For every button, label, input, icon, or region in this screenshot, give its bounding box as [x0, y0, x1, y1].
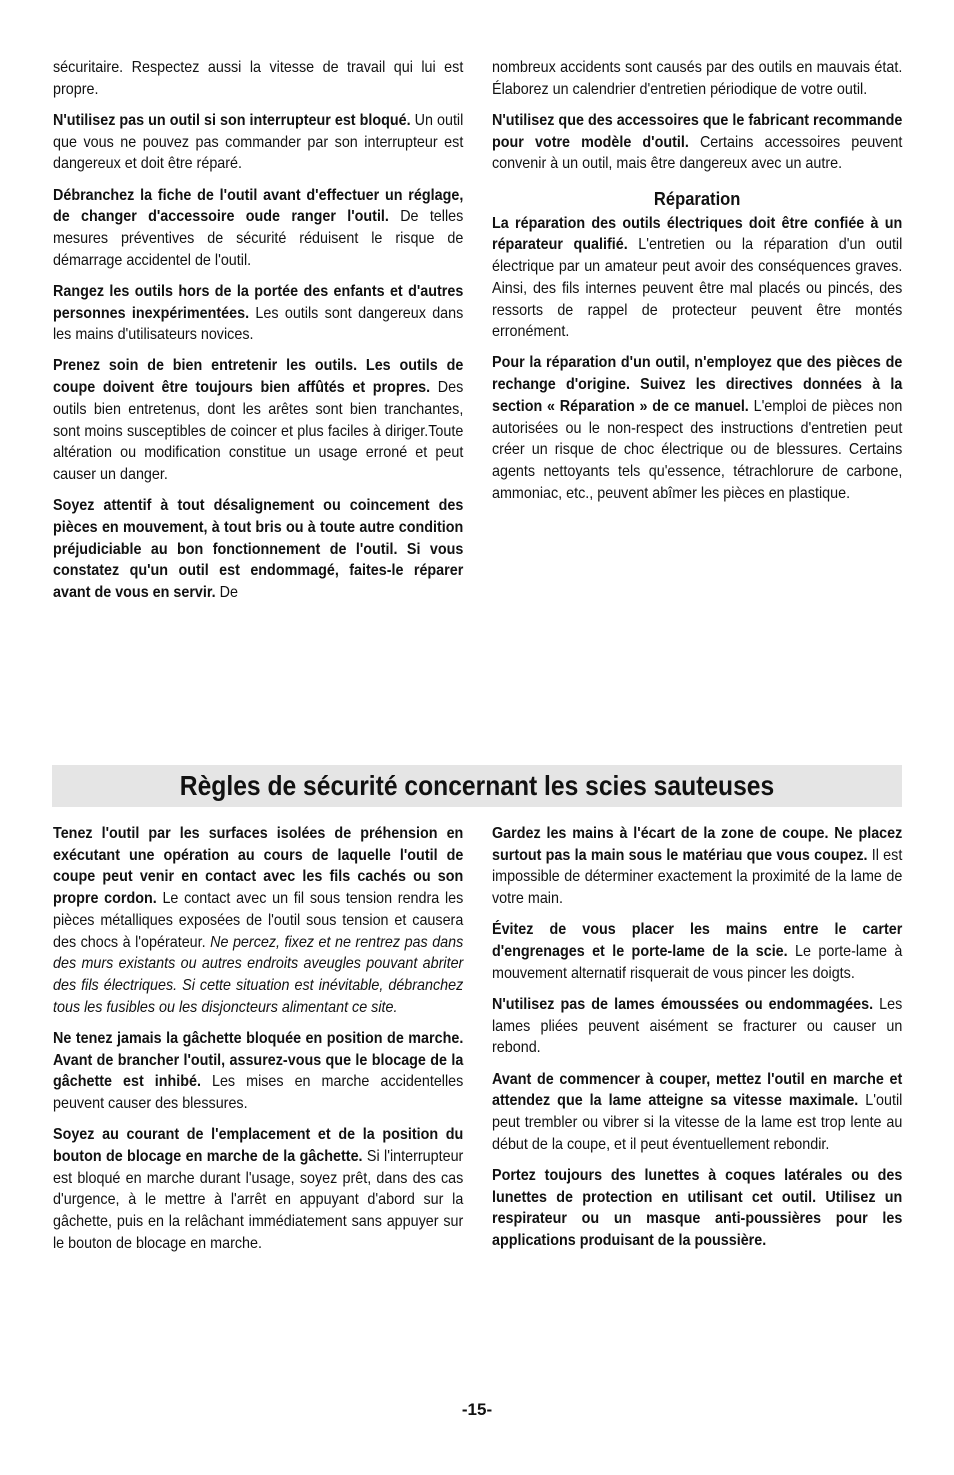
paragraph: Tenez l'outil par les surfaces isolées de préhension en exécutant une opération au cours de laquelle l'outil de coupe peut venir en contact avec les fils cachés ou son propre cordon. Le contact avec un fil sous tension rendra les pièces métalliques exposées de l'outil sous tension et causera des chocs à l'opérateur. Ne percez, fixez et ne rentrez pas dans des murs existants ou autres endroits aveugles pouvant abriter des fils électriques. Si cette situation est inévitable, débranchez tous les fusibles ou les disjoncteurs alimentant ce site. [53, 825, 464, 1016]
paragraph: Débranchez la fiche de l'outil avant d'effectuer un réglage, de changer d'accessoire oude ranger l'outil. De telles mesures préventives de sécurité réduisent le risque de démarrage accidentel de l'outil. [53, 186, 464, 269]
paragraph: Soyez au courant de l'emplacement et de la position du bouton de blocage en marche de la gâchette. Si l'interrupteur est bloqué en marche durant l'usage, soyez prêt, dans des cas d'urgence, à le mettre à l'arrêt en appuyant d'abord sur la gâchette, puis en la relâchant immédiatement sans appuyer sur le bouton de blocage en marche. [53, 1126, 464, 1252]
paragraph: Portez toujours des lunettes à coques latérales ou des lunettes de protection en utilisant cet outil. Utilisez un respirateur ou un masque anti-poussières pour les applications produisant de la poussière. [492, 1166, 903, 1249]
paragraph: Prenez soin de bien entretenir les outils. Les outils de coupe doivent être toujours bien affûtés et propres. Des outils bien entretenus, dont les arêtes sont bien tranchantes, sont moins susceptibles de coincer et plus faciles à diriger.Toute altération ou modification constitue un usage erroné et peut causer un danger. [53, 357, 464, 483]
paragraph: Rangez les outils hors de la portée des enfants et d'autres personnes inexpérimentées. Les outils sont dangereux dans les mains d'utilisateurs novices. [53, 282, 464, 344]
bottom-left-column [53, 823, 463, 1264]
paragraph: Évitez de vous placer les mains entre le carter d'engrenages et le porte-lame de la scie. Le porte-lame à mouvement alternatif risquerait de vous pincer les doigts. [492, 921, 903, 982]
paragraph: Soyez attentif à tout désalignement ou coincement des pièces en mouvement, à tout bris ou à toute autre condition préjudiciable au bon fonctionnement de l'outil. Si vous constatez qu'un outil est endommagé, faites-le réparer avant de vous en servir. De [53, 497, 464, 601]
paragraph: Pour la réparation d'un outil, n'employez que des pièces de rechange d'origine. Suivez les directives données à la section « Réparation » de ce manuel. L'emploi de pièces non autorisées ou le non-respect des instructions d'entretien peut créer un risque de choc électrique ou de blessures. Certains agents nettoyants tels qu'essence, tétrachlorure de carbone, ammoniac, etc., peuvent abîmer les pièces en plastique. [492, 354, 903, 502]
reparation-heading: Réparation [653, 189, 741, 210]
top-left-column [53, 57, 463, 613]
paragraph: sécuritaire. Respectez aussi la vitesse de travail qui lui est propre. [53, 59, 464, 98]
paragraph: N'utilisez que des accessoires que le fabricant recommande pour votre modèle d'outil. Certains accessoires peuvent convenir à un outil, mais être dangereux avec un autre. [492, 111, 903, 173]
bottom-right-column [492, 823, 902, 1261]
section-title: Règles de sécurité concernant les scies sauteuses [179, 770, 775, 801]
paragraph: nombreux accidents sont causés par des outils en mauvais état. Élaborez un calendrier d'entretien périodique de votre outil. [492, 59, 903, 98]
paragraph: N'utilisez pas de lames émoussées ou endommagées. Les lames pliées peuvent aisément se fracturer ou causer un rebond. [492, 995, 903, 1057]
page-number: -15- [461, 1400, 493, 1419]
section-banner [52, 765, 902, 807]
top-right-column [492, 57, 902, 514]
paragraph: N'utilisez pas un outil si son interrupteur est bloqué. Un outil que vous ne pouvez pas commander par son interrupteur est dangereux et doit être réparé. [53, 111, 464, 173]
paragraph: Avant de commencer à couper, mettez l'outil en marche et attendez que la lame atteigne sa vitesse maximale. L'outil peut trembler ou vibrer si la vitesse de la lame est trop lente au début de la coupe, et il peut éventuellement rebondir. [492, 1070, 903, 1153]
paragraph: La réparation des outils électriques doit être confiée à un réparateur qualifié. L'entretien ou la réparation d'un outil électrique par un amateur peut avoir des conséquences graves. Ainsi, des fils internes peuvent être mal placés ou pincés, des ressorts de rappel de protecteur peuvent être montés erronément. [492, 214, 903, 341]
paragraph: Gardez les mains à l'écart de la zone de coupe. Ne placez surtout pas la main sous le matériau que vous coupez. Il est impossible de déterminer exactement la proximité de la lame de votre main. [492, 825, 903, 908]
paragraph: Ne tenez jamais la gâchette bloquée en position de marche. Avant de brancher l'outil, assurez-vous que le blocage de la gâchette est inhibé. Les mises en marche accidentelles peuvent causer des blessures. [53, 1029, 464, 1112]
